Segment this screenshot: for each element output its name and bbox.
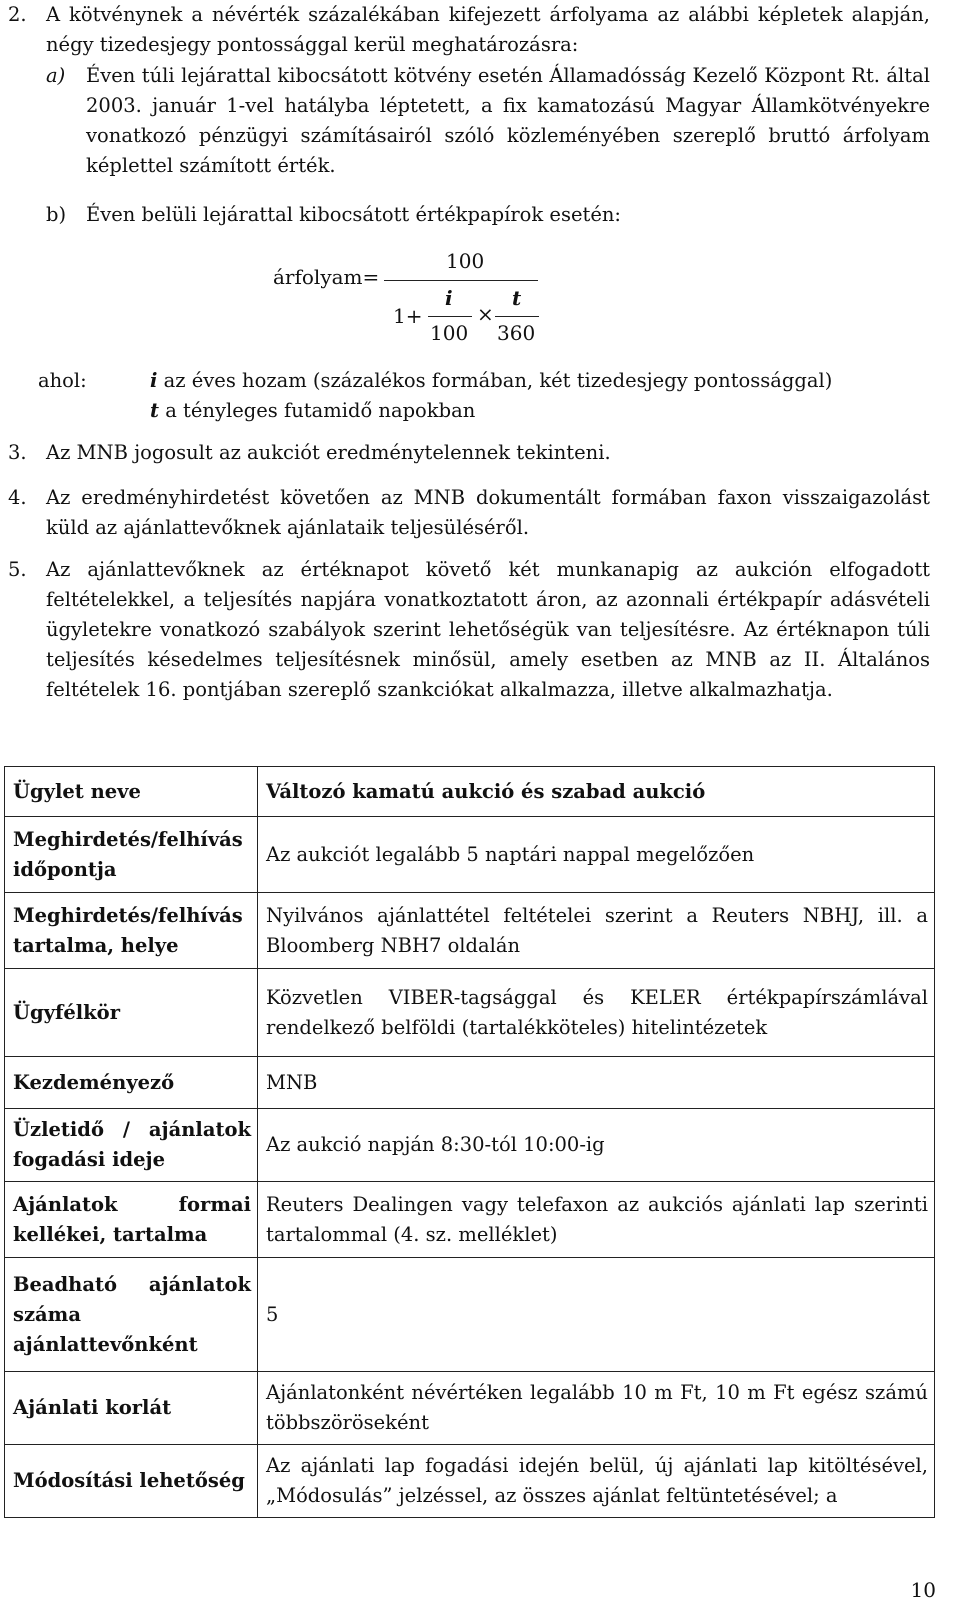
table-row xyxy=(5,1445,935,1518)
row-key: Üzletidő / ajánlatok fogadási ideje xyxy=(5,1109,258,1182)
formula-d1: 100 xyxy=(430,321,469,345)
formula-i: i xyxy=(445,286,453,310)
auction-terms-table xyxy=(4,766,935,1518)
item-2b-text: Éven belüli lejárattal kibocsátott értékpapírok esetén: xyxy=(86,203,621,226)
main-fraction-bar xyxy=(384,280,538,281)
table-row xyxy=(5,817,935,893)
table-row xyxy=(5,1258,935,1372)
row-key: Beadható ajánlatok száma ajánlattevőnként xyxy=(5,1258,258,1372)
row-value: Nyilvános ajánlattétel feltételei szerint a Reuters NBHJ, ill. a Bloomberg NBH7 oldalán xyxy=(258,893,935,969)
where-t-var: t xyxy=(150,399,160,422)
row-key: Meghirdetés/felhívás tartalma, helye xyxy=(5,893,258,969)
row-key: Módosítási lehetőség xyxy=(5,1445,258,1518)
item-2a-text xyxy=(86,61,930,181)
where-i-var: i xyxy=(150,369,158,392)
row-key: Meghirdetés/felhívás időpontja xyxy=(5,817,258,893)
item-4-text: Az eredményhirdetést követően az MNB dokumentált formában faxon visszaigazolást küld az ajánlattevőknek ajánlataik teljesüléséről. xyxy=(46,486,930,539)
where-label: ahol: xyxy=(38,369,87,392)
row-value: Az aukciót legalább 5 naptári nappal megelőzően xyxy=(258,817,935,893)
i-fraction-bar xyxy=(428,316,472,317)
item-number: 4. xyxy=(8,486,27,509)
row-value: Ajánlatonként névértéken legalább 10 m Ft, 10 m Ft egész számú többszöröseként xyxy=(258,1372,935,1445)
formula-t: t xyxy=(512,286,522,310)
item-number: 3. xyxy=(8,441,27,464)
row-key: Kezdeményező xyxy=(5,1057,258,1109)
row-value: Reuters Dealingen vagy telefaxon az aukciós ajánlati lap szerinti tartalommal (4. sz. melléklet) xyxy=(258,1182,935,1258)
t-fraction-bar xyxy=(495,316,539,317)
table-row xyxy=(5,1372,935,1445)
row-value: MNB xyxy=(258,1057,935,1109)
row-value: Az aukció napján 8:30-tól 10:00-ig xyxy=(258,1109,935,1182)
formula-times: × xyxy=(477,302,494,326)
row-key: Ügylet neve xyxy=(5,767,258,817)
row-key: Ajánlatok formai kellékei, tartalma xyxy=(5,1182,258,1258)
item-2b-label: b) xyxy=(46,203,67,226)
formula-one-plus: 1+ xyxy=(393,304,423,328)
where-i-line xyxy=(150,366,950,396)
where-t-text: a tényleges futamidő napokban xyxy=(159,399,476,422)
where-t-line xyxy=(150,396,950,426)
item-number: 2. xyxy=(8,3,27,26)
table-row xyxy=(5,893,935,969)
formula-lhs: árfolyam= xyxy=(273,265,380,289)
item-3-text: Az MNB jogosult az aukciót eredménytelennek tekinteni. xyxy=(46,441,611,464)
table-row xyxy=(5,1057,935,1109)
where-i-text: az éves hozam (százalékos formában, két tizedesjegy pontossággal) xyxy=(157,369,833,392)
table-row xyxy=(5,767,935,817)
row-key: Ajánlati korlát xyxy=(5,1372,258,1445)
row-value: 5 xyxy=(258,1258,935,1372)
table-row xyxy=(5,1109,935,1182)
table-row xyxy=(5,1182,935,1258)
item-2a-label: a) xyxy=(46,64,66,87)
formula-numerator: 100 xyxy=(446,249,485,273)
row-key: Ügyfélkör xyxy=(5,969,258,1057)
row-value: Az ajánlati lap fogadási idején belül, új ajánlati lap kitöltésével, „Módosulás” jelzéssel, az összes ajánlat feltüntetésével; a xyxy=(258,1445,935,1518)
table-row xyxy=(5,969,935,1057)
row-value: Közvetlen VIBER-tagsággal és KELER értékpapírszámlával rendelkező belföldi (tartalékköteles) hitelintézetek xyxy=(258,969,935,1057)
item-5-text: Az ajánlattevőknek az értéknapot követő két munkanapig az aukción elfogadott feltételekkel, a teljesítés napjára vonatkoztatott áron, az azonnali értékpapír adásvételi ügyletekre vonatkozó szabályok szerint lehetőségük van teljesítésre. Az értéknapon túli teljesítés késedelmes teljesítésnek minősül, amely esetben az MNB az II. Általános feltételek 16. pontjában szereplő szankciókat alkalmazza, illetve alkalmazhatja. xyxy=(46,558,930,701)
item-2-text: A kötvénynek a névérték százalékában kifejezett árfolyama az alábbi képletek alapján, négy tizedesjegy pontossággal kerül meghatározásra: xyxy=(46,3,930,56)
row-value: Változó kamatú aukció és szabad aukció xyxy=(258,767,935,817)
formula-d2: 360 xyxy=(497,321,536,345)
item-2a-body: Éven túli lejárattal kibocsátott kötvény esetén Államadósság Kezelő Központ Rt. által 2003. január 1-vel hatályba léptetett, a fix kamatozású Magyar Államkötvényekre vonatkozó pénzügyi számításairól szóló közleményében szereplő bruttó árfolyam képlettel számított érték. xyxy=(86,64,930,177)
item-number: 5. xyxy=(8,558,27,581)
page-number: 10 xyxy=(910,1578,936,1602)
